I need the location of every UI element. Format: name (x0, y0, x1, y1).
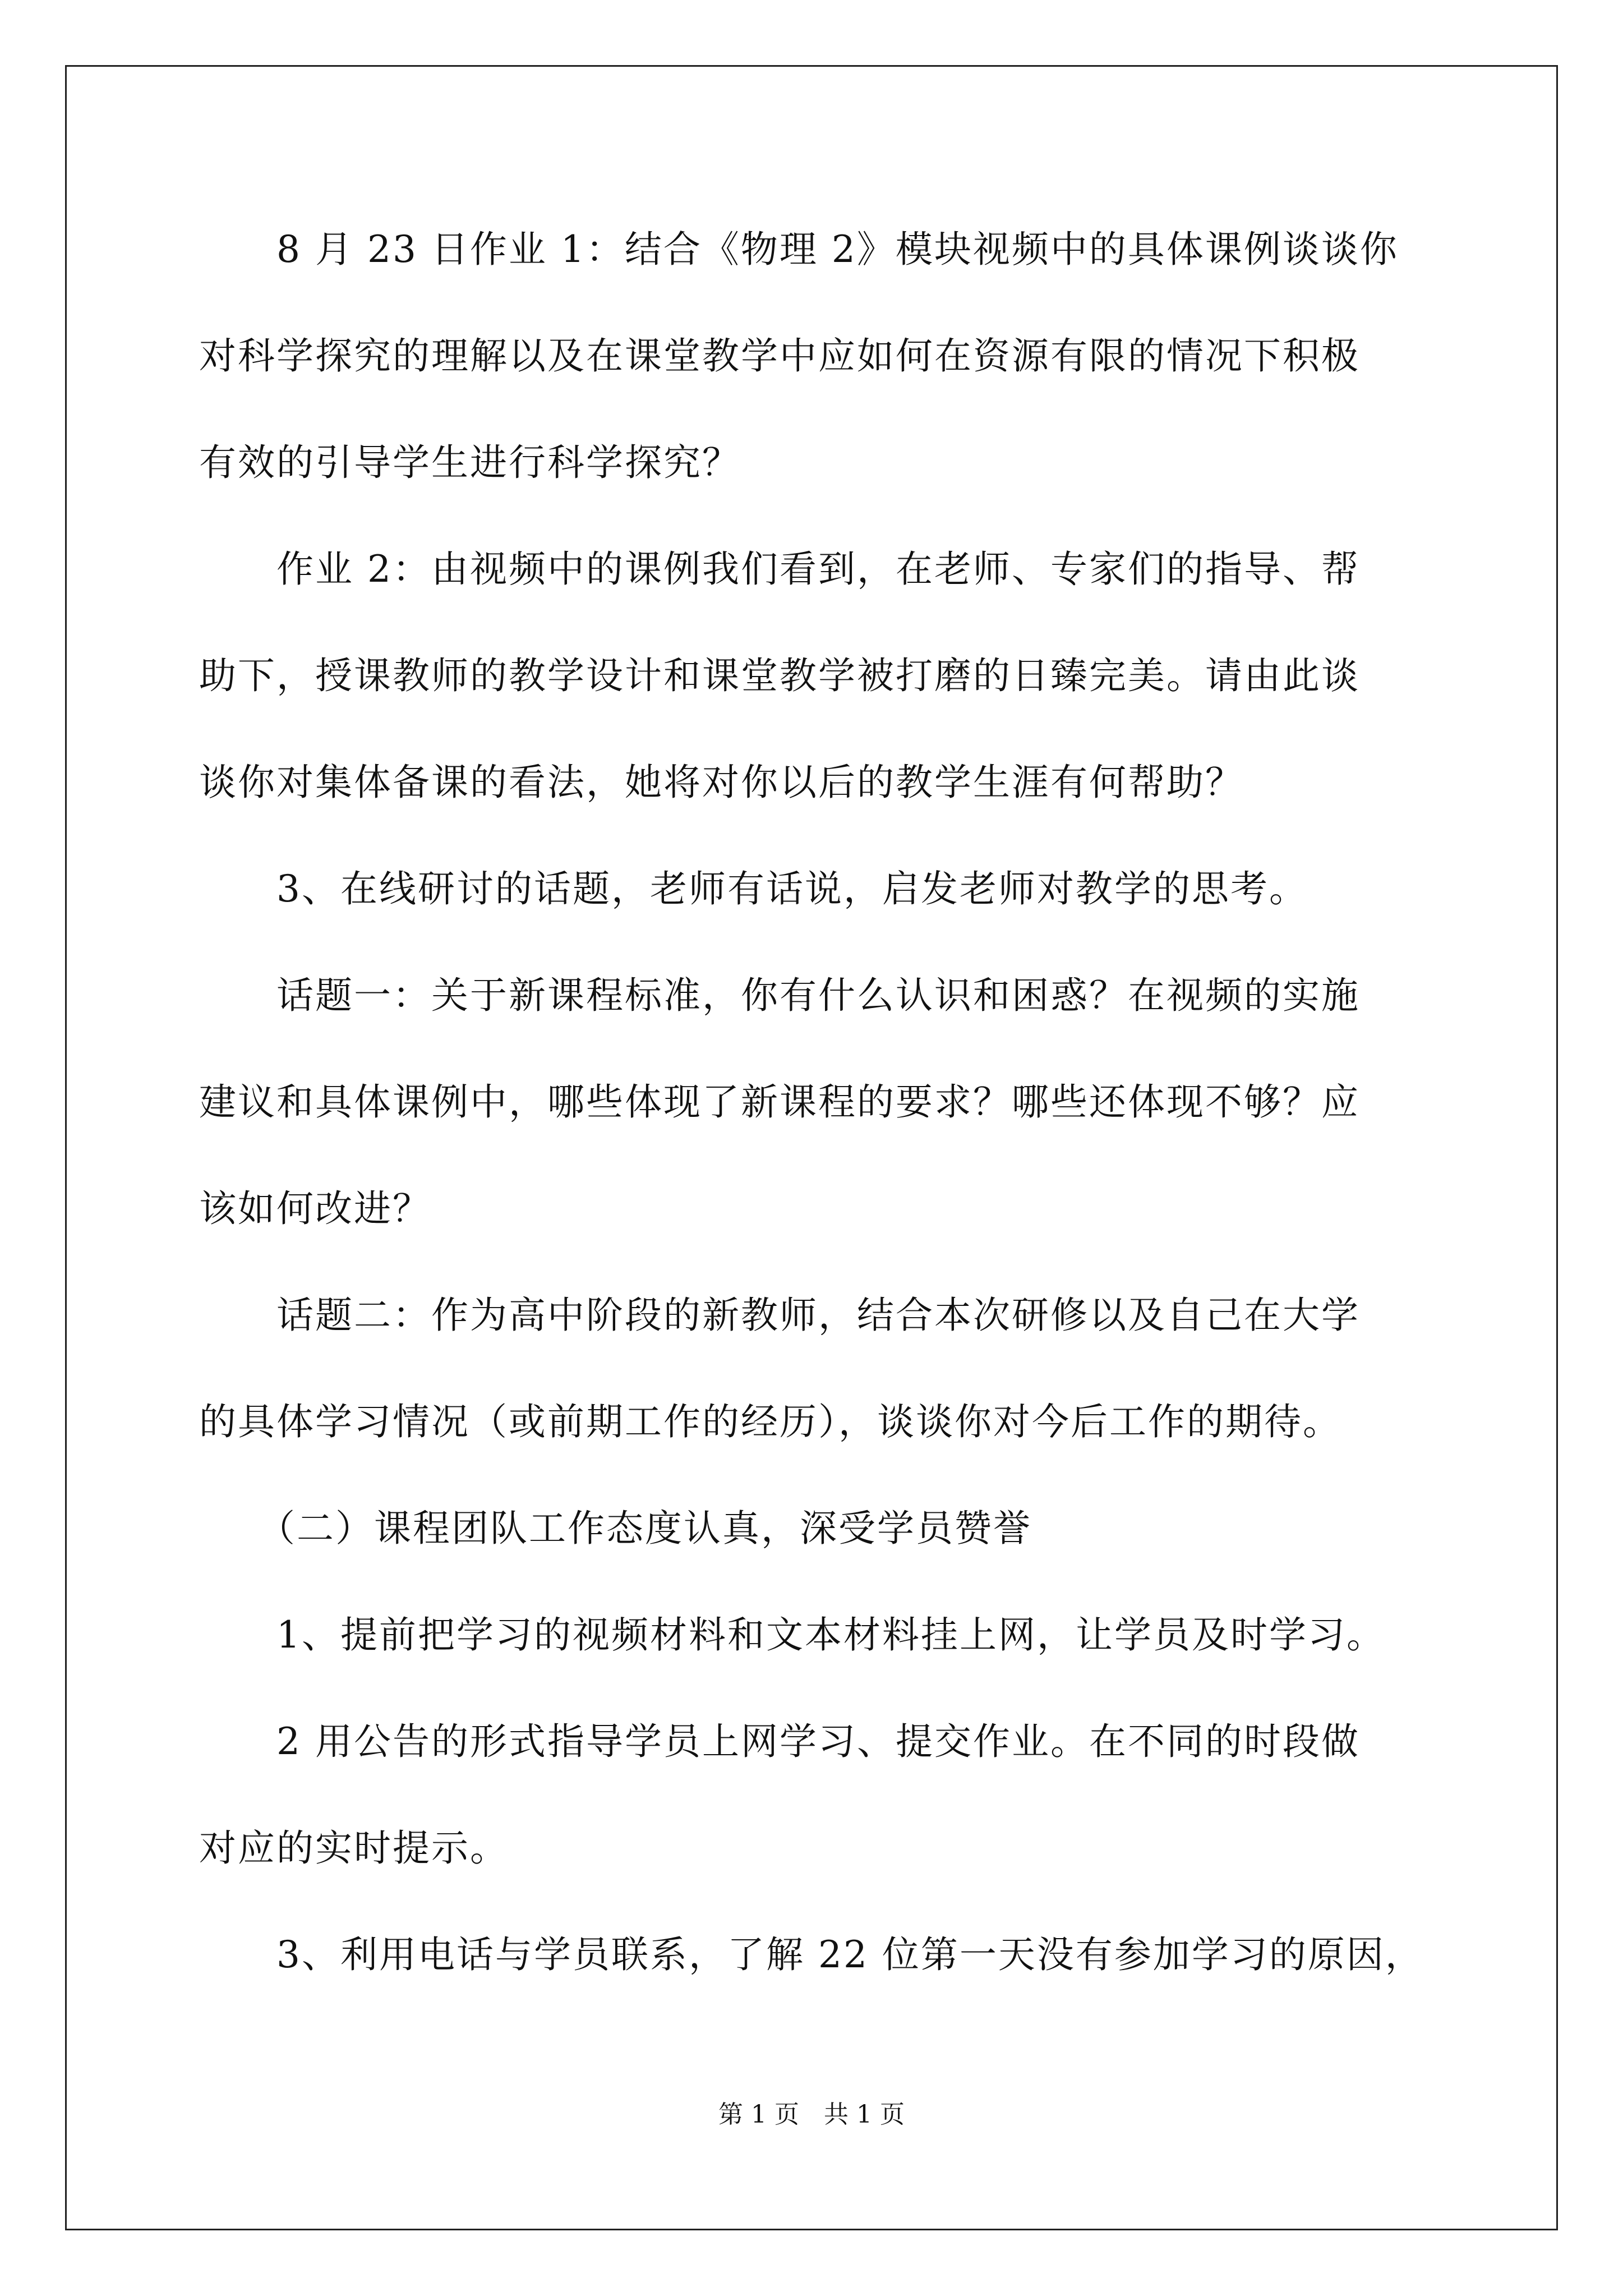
page-frame (65, 65, 1558, 2230)
text-line: （二）课程团队工作态度认真，深受学员赞誉 (199, 1507, 1032, 1550)
page-number: 第 1 页 共 1 页 (718, 2100, 905, 2129)
text-line: 2 用公告的形式指导学员上网学习、提交作业。在不同的时段做 (199, 1720, 1360, 1763)
text-line: 3、利用电话与学员联系，了解 22 位第一天没有参加学习的原因， (199, 1933, 1424, 1976)
text-line: 谈你对集体备课的看法，她将对你以后的教学生涯有何帮助？ (199, 761, 1244, 804)
text-line: 对科学探究的理解以及在课堂教学中应如何在资源有限的情况下积极 (199, 334, 1360, 378)
text-line: 1、提前把学习的视频材料和文本材料挂上网，让学员及时学习。 (199, 1613, 1385, 1657)
text-line: 该如何改进？ (199, 1187, 431, 1230)
text-line: 3、在线研讨的话题，老师有话说，启发老师对教学的思考。 (199, 867, 1308, 910)
text-line: 建议和具体课例中，哪些体现了新课程的要求？哪些还体现不够？应 (199, 1080, 1360, 1124)
text-line: 作业 2：由视频中的课例我们看到，在老师、专家们的指导、帮 (199, 547, 1360, 591)
text-line: 8 月 23 日作业 1：结合《物理 2》模块视频中的具体课例谈谈你 (199, 228, 1399, 271)
text-line: 对应的实时提示。 (199, 1826, 509, 1870)
text-line: 话题一：关于新课程标准，你有什么认识和困惑？在视频的实施 (199, 974, 1360, 1017)
text-line: 的具体学习情况（或前期工作的经历），谈谈你对今后工作的期待。 (199, 1400, 1341, 1443)
text-line: 助下，授课教师的教学设计和课堂教学被打磨的日臻完美。请由此谈 (199, 654, 1360, 697)
text-line: 有效的引导学生进行科学探究？ (199, 441, 741, 484)
text-line: 话题二：作为高中阶段的新教师，结合本次研修以及自己在大学 (199, 1294, 1360, 1337)
